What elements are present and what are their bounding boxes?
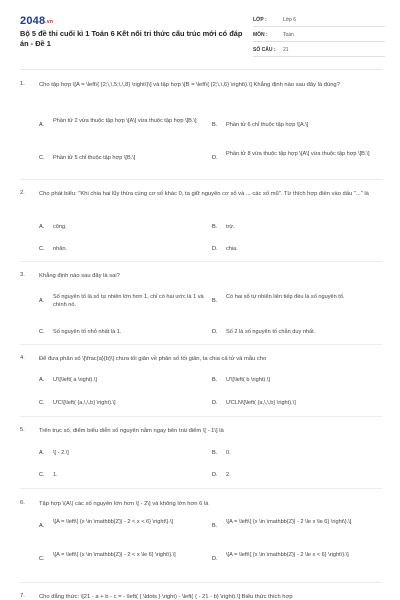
meta-count-row (253, 43, 385, 57)
option-text: \[A = \left\{ {x \in \mathbb{Z}| - 2 < x < 6} \right\}.\] (53, 519, 174, 525)
option-label: C. (39, 400, 45, 406)
question-divider (20, 488, 382, 489)
meta-subject-value: Toán (283, 32, 294, 38)
meta-class-label: LỚP : (253, 17, 267, 23)
question-number: 1. (20, 81, 25, 87)
question-divider (20, 179, 382, 180)
option-text: Phần tử 8 vừa thuộc tập hợp \[A\] vừa thuộc tập hợp \[B.\] (226, 151, 370, 157)
option-label: A. (39, 122, 45, 128)
option-text: Số 2 là số nguyên tố chẵn duy nhất. (226, 329, 316, 335)
option-label: D. (212, 329, 218, 335)
question-text: Tập hợp \(A\) các số nguyên lớn hơn \[ - 2\] và không lớn hơn 6 là (39, 501, 209, 507)
option-text: Số nguyên tố nhỏ nhất là 1. (53, 329, 122, 335)
option-text: chia. (226, 246, 238, 252)
option-text: nhân. (53, 246, 67, 252)
document-title: Bộ 5 đề thi cuối kì 1 Toán 6 Kết nối tri thức cấu trúc mới có đáp án - Đề 1 (20, 29, 243, 48)
option-label: D. (212, 155, 218, 161)
option-label: A. (39, 523, 45, 529)
question-divider (20, 344, 382, 345)
meta-subject-row (253, 28, 385, 42)
option-text: trừ. (226, 224, 235, 230)
option-text: ƯC\[\left( {a,\,\,b} \right).\] (53, 400, 116, 406)
option-label: D. (212, 246, 218, 252)
option-label: B. (212, 450, 218, 456)
option-text: cộng. (53, 224, 67, 230)
option-label: C. (39, 246, 45, 252)
option-text: ƯCLN\[\left( {a,\,\,b} \right).\] (226, 400, 296, 406)
option-text: Có hai số tự nhiên liên tiếp đều là số nguyên tố. (226, 294, 345, 300)
option-text: Ư\[\left( a \right).\] (53, 377, 97, 383)
option-label: B. (212, 122, 218, 128)
option-label: B. (212, 298, 218, 304)
option-label: D. (212, 556, 218, 562)
question-number: 3. (20, 272, 25, 278)
option-text: Phần tử 2 vừa thuộc tập hợp \[A\] vừa thuộc tập hợp \[B.\] (53, 118, 197, 124)
question-number: 7. (20, 593, 25, 599)
question-text: Cho đẳng thức: \[21 - a + b - c = - \left( { \ldots } \right) - \left( { - 21 - b} \right).\] Biểu thức thích hợp (39, 594, 293, 600)
option-label: A. (39, 450, 45, 456)
option-text: \[A = \left\{ {x \in \mathbb{Z}| - 2 \le x \le 6} \right\}.\] (226, 519, 352, 525)
meta-subject-label: MÔN : (253, 32, 268, 38)
question-number: 5. (20, 427, 25, 433)
question-number: 4. (20, 355, 25, 361)
option-label: B. (212, 377, 218, 383)
option-text: 2. (226, 472, 231, 478)
question-text: Cho tập hợp \[A = \left\{ {2;\,\,5;\,\,8} \right\}\] và tập hợp \[B = \left\{ {2;\,\,6} \right\}.\] Khẳng định nào sau đây là đúng? (39, 82, 340, 88)
meta-count-value: 21 (283, 47, 289, 53)
logo-text: 2048 (20, 15, 46, 27)
meta-class-value: Lớp 6 (283, 17, 297, 23)
meta-class-row (253, 13, 385, 27)
option-label: C. (39, 472, 45, 478)
option-label: B. (212, 224, 218, 230)
question-divider (20, 261, 382, 262)
question-divider (20, 416, 382, 417)
question-text: Khẳng định nào sau đây là sai? (39, 273, 120, 279)
option-label: C. (39, 329, 45, 335)
header-divider (20, 69, 382, 70)
option-text: Số nguyên tố là số tự nhiên lớn hơn 1, chỉ có hai ước là 1 và chính nó. (53, 294, 204, 308)
question-text: Cho phát biểu: "Khi chia hai lũy thừa cùng cơ số khác 0, ta giữ nguyên cơ số và ... các số mũ". Từ thích hợp điền vào dấu "..." là (39, 191, 369, 197)
option-text: Phần tử 6 chỉ thuộc tập hợp \[A.\] (226, 122, 309, 128)
question-number: 2. (20, 190, 25, 196)
option-text: \[A = \left\{ {x \in \mathbb{Z}| - 2 < x \le 6} \right\}.\] (53, 552, 176, 558)
option-label: A. (39, 224, 45, 230)
option-text: 1. (53, 472, 58, 478)
option-label: A. (39, 298, 45, 304)
option-text: Ư\[\left( b \right).\] (226, 377, 270, 383)
logo-suffix: .vn (45, 19, 54, 25)
option-text: \[A = \left\{ {x \in \mathbb{Z}| - 2 \le x < 6} \right\}.\] (226, 552, 349, 558)
option-label: D. (212, 400, 218, 406)
question-text: Để đưa phân số \[\frac{a}{b}\] chưa tối giản về phân số tối giản, ta chia cả tử và mẫu cho (39, 356, 267, 362)
document-header (0, 0, 400, 68)
question-text: Trên trục số, điểm biểu diễn số nguyên nằm ngay bên trái điểm \[ - 1\] là (39, 428, 224, 434)
option-label: A. (39, 377, 45, 383)
option-label: C. (39, 556, 45, 562)
question-number: 6. (20, 500, 25, 506)
option-label: C. (39, 155, 45, 161)
meta-count-label: SỐ CÂU : (253, 47, 276, 53)
option-text: Phần tử 5 chỉ thuộc tập hợp \[B.\] (53, 155, 136, 161)
option-text: \[ - 2.\] (53, 450, 69, 456)
option-text: 0. (226, 450, 231, 456)
question-divider (20, 582, 382, 583)
option-label: D. (212, 472, 218, 478)
site-logo[interactable] (20, 15, 53, 27)
option-label: B. (212, 523, 218, 529)
